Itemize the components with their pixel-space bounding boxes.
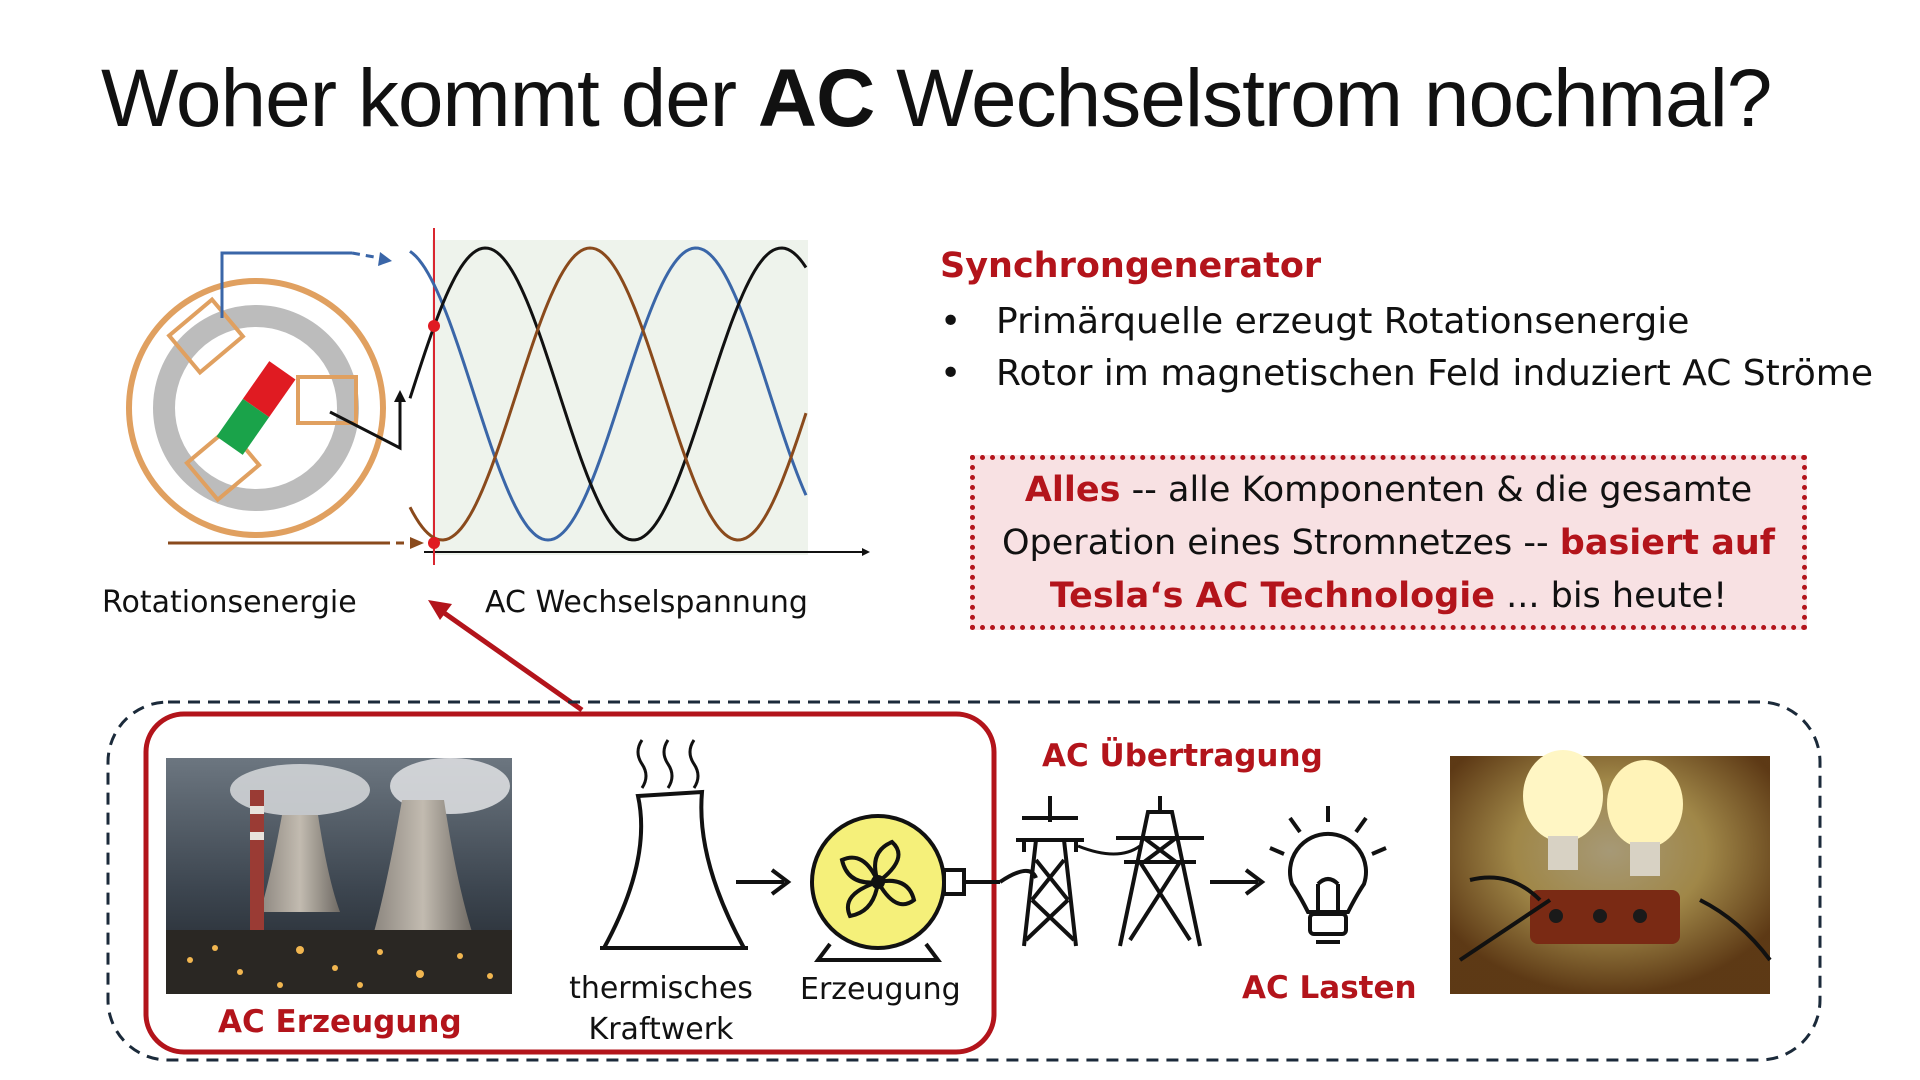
generator-icon [812,816,1000,960]
link-arrow-line [440,610,582,710]
ac-generation-label: AC Erzeugung [218,1004,462,1040]
synchrongenerator-heading: Synchrongenerator [940,246,1322,286]
transmission-tower-icon-2 [1116,796,1204,946]
wire-phase-c-arrowhead [410,537,424,549]
thermal-plant-label: thermisches Kraftwerk [569,971,753,1047]
ac-loads-label: AC Lasten [1242,970,1417,1006]
steam-icon [638,740,698,788]
light-bulb-icon [1270,806,1386,942]
marker-point-lower [428,537,440,549]
rotor-magnet [217,361,296,455]
marker-point-upper [428,320,440,332]
wire-phase-b-arrowhead [394,390,406,402]
power-line [1078,846,1140,854]
wire-phase-a-dashed [352,253,380,258]
bullet-item: • Primärquelle erzeugt Rotationsenergie [940,296,1873,348]
lamps-photo [1450,750,1770,994]
page-title: Woher kommt der AC Wechselstrom nochmal? [101,53,1772,144]
generator-symbol [129,252,424,549]
highlight-note: Alles -- alle Komponenten & die gesamte Operation eines Stromnetzes -- basiert auf Tesla‘s AC Technologie ... bis heute! [970,455,1807,630]
rotation-energy-label: Rotationsenergie [102,585,357,620]
generator-label: Erzeugung [800,972,961,1007]
cooling-tower-icon [604,792,744,948]
bullet-item: • Rotor im magnetischen Feld induziert AC Ströme [940,348,1873,400]
synchrongenerator-bullets [940,296,1873,400]
wire-phase-a-arrowhead [378,252,392,266]
transmission-tower-icon-1 [1000,796,1084,946]
time-axis-arrowhead [862,548,870,556]
power-plant-photo [166,758,512,994]
ac-voltage-label: AC Wechselspannung [485,585,808,620]
ac-transmission-label: AC Übertragung [1042,738,1323,774]
